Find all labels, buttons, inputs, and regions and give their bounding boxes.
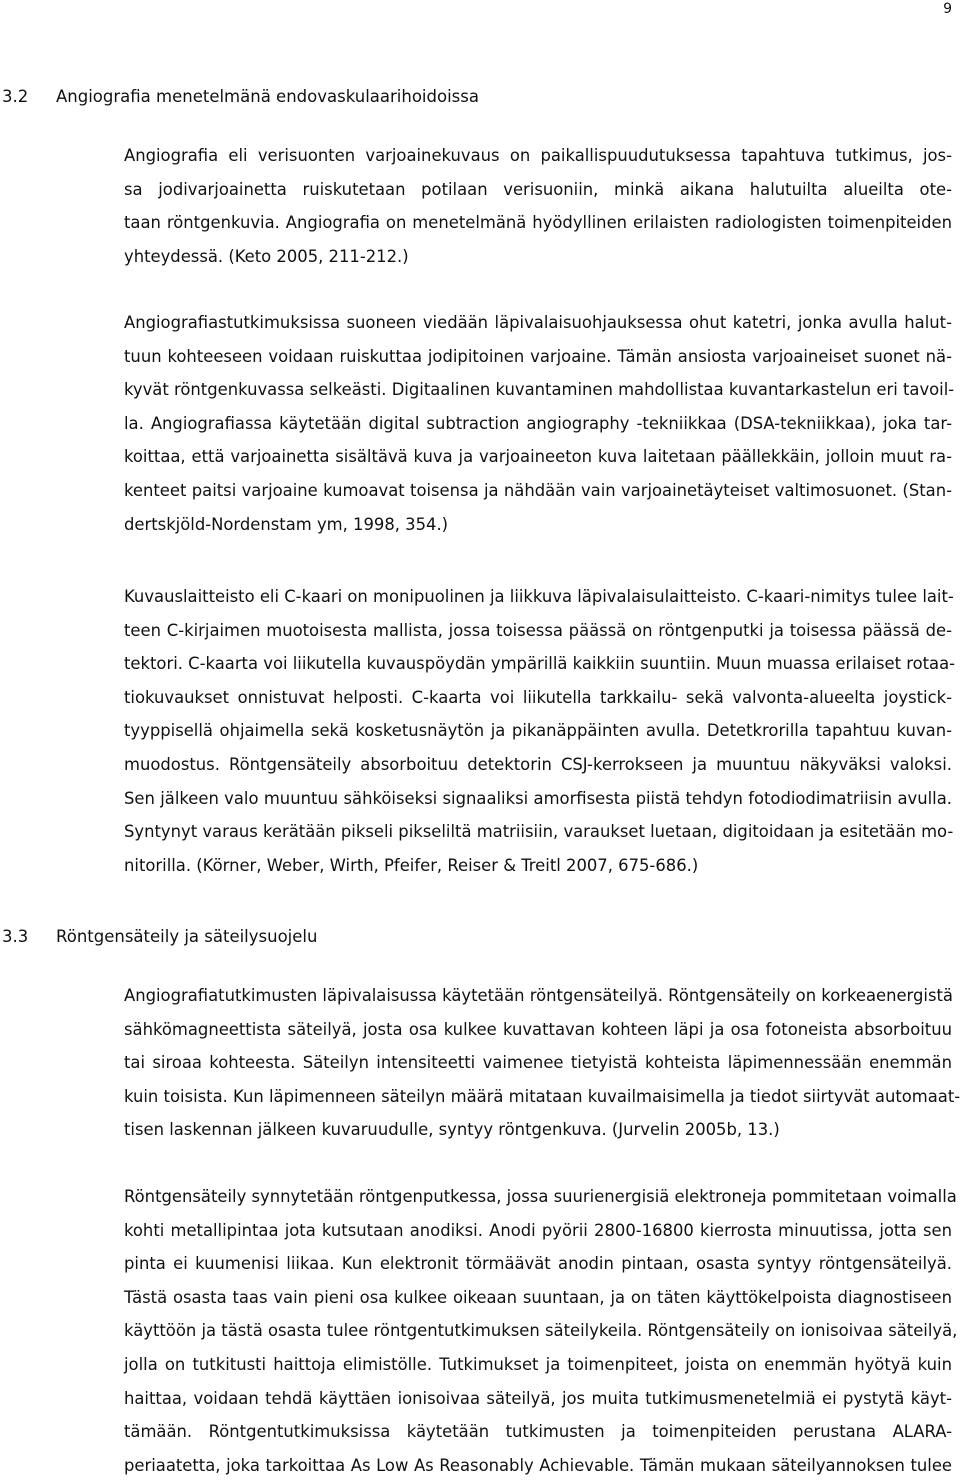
text-line: tai siroaa kohteesta. Säteilyn intensiteetti vaimenee tietyistä kohteista läpimennessään enemmän [124, 1053, 952, 1073]
text-line: tisen laskennan jälkeen kuvaruudulle, syntyy röntgenkuva. (Jurvelin 2005b, 13.) [124, 1120, 780, 1140]
text-line: tektori. C-kaarta voi liikutella kuvauspöydän ympärillä kaikkiin suuntiin. Muun muassa erilaiset rotaa- [124, 654, 956, 674]
text-line: Röntgensäteily synnytetään röntgenputkessa, jossa suurienergisiä elektroneja pommitetaan voimalla [124, 1187, 957, 1206]
text-line: la. Angiografiassa käytetään digital subtraction angiography -tekniikkaa (DSA-tekniikkaa), joka tar- [124, 413, 952, 433]
text-line: tuun kohteeseen voidaan ruiskuttaa jodipitoinen varjoaine. Tämän ansiosta varjoaineiset suonet nä- [124, 346, 952, 366]
text-line: käyttöön ja tästä osasta tulee röntgentutkimuksen säteilykeila. Röntgensäteily on ionisoivaa säteilyä, [124, 1321, 958, 1341]
text-line: Kuvauslaitteisto eli C-kaari on monipuolinen ja liikkuva läpivalaisulaitteisto. C-kaari-nimitys tulee lait- [124, 587, 954, 606]
section-number: 3.3 [2, 927, 29, 946]
paragraph-lapivalaisu [124, 979, 960, 1147]
section-title: Röntgensäteily ja säteilysuojelu [56, 927, 318, 946]
section-number: 3.2 [2, 87, 29, 106]
page-number: 9 [943, 1, 952, 17]
text-line: taan röntgenkuvia. Angiografia on menetelmänä hyödyllinen erilaisten radiologisten toimenpiteiden [124, 213, 952, 233]
text-line: tiokuvaukset onnistuvat helposti. C-kaarta voi liikutella tarkkailu- sekä valvonta-alueelta joystick- [124, 687, 952, 707]
text-line: dertskjöld-Nordenstam ym, 1998, 354.) [124, 514, 449, 534]
text-line: kenteet paitsi varjoaine kumoavat toisensa ja nähdään vain varjoainetäyteiset valtimosuonet. (Stan- [124, 480, 952, 500]
text-line: Angiografia eli verisuonten varjoainekuvaus on paikallispuudutuksessa tapahtuva tutkimus, jos- [124, 146, 952, 165]
text-line: muodostus. Röntgensäteily absorboituu detektorin CSJ-kerrokseen ja muuntuu näkyväksi valoksi. [124, 754, 952, 774]
paragraph-angiografia-definition [124, 139, 952, 273]
text-line: Angiografiatutkimusten läpivalaisussa käytetään röntgensäteilyä. Röntgensäteily on korkeaenergistä [124, 986, 953, 1005]
text-line: sähkömagneettista säteilyä, josta osa kulkee kuvattavan kohteen läpi ja osa fotoneista absorboituu [124, 1019, 952, 1039]
text-line: nitorilla. (Körner, Weber, Wirth, Pfeifer, Reiser & Treitl 2007, 675-686.) [124, 855, 699, 875]
paragraph-rontgenputki [124, 1180, 958, 1482]
text-line: koittaa, että varjoainetta sisältävä kuva ja varjoaineeton kuva laitetaan päällekkäin, jolloin muut ra- [124, 447, 952, 467]
paragraph-c-kaari [124, 580, 956, 882]
text-line: kohti metallipintaa jota kutsutaan anodiksi. Anodi pyörii 2800-16800 kierrosta minuutissa, jotta sen [124, 1220, 952, 1240]
text-line: tyyppisellä ohjaimella sekä kosketusnäytön ja pikanäppäinten avulla. Detetkrorilla tapahtuu kuvan- [124, 721, 952, 741]
text-line: jolla on tutkitusti haittoja elimistölle. Tutkimukset ja toimenpiteet, joista on enemmän hyötyä kuin [124, 1354, 952, 1374]
text-line: Tästä osasta taas vain pieni osa kulkee oikeaan suuntaan, ja on täten käyttökelpoista diagnostiseen [124, 1287, 952, 1307]
text-line: Angiografiastutkimuksissa suoneen viedään läpivalaisuohjauksessa ohut katetri, jonka avulla halut- [124, 313, 952, 332]
text-line: yhteydessä. (Keto 2005, 211-212.) [124, 246, 409, 266]
text-line: teen C-kirjaimen muotoisesta mallista, jossa toisessa päässä on röntgenputki ja toisessa päässä de- [124, 620, 952, 640]
text-line: kuin toisista. Kun läpimenneen säteilyn määrä mitataan kuvailmaisimella ja tiedot siirtyvät automaat- [124, 1086, 960, 1106]
section-title: Angiografia menetelmänä endovaskulaarihoidoissa [56, 87, 479, 106]
text-line: kyvät röntgenkuvassa selkeästi. Digitaalinen kuvantaminen mahdollistaa kuvantarkastelun eri tavoil- [124, 380, 955, 400]
text-line: pinta ei kuumenisi liikaa. Kun elektronit törmäävät anodin pintaan, osasta syntyy röntgensäteilyä. [124, 1254, 952, 1274]
text-line: periaatetta, joka tarkoittaa As Low As Reasonably Achievable. Tämän mukaan säteilyannoksen tulee [124, 1455, 952, 1475]
text-line: haittaa, voidaan tehdä käyttäen ionisoivaa säteilyä, jos muita tutkimusmenetelmiä ei pystytä käyt- [124, 1388, 952, 1408]
paragraph-angiografiastutkimus [124, 306, 955, 541]
text-line: Sen jälkeen valo muuntuu sähköiseksi signaaliksi amorfisesta piistä tehdyn fotodiodimatriisin avulla. [124, 788, 952, 808]
text-line: Syntynyt varaus kerätään pikseli pikseliltä matriisiin, varaukset luetaan, digitoidaan ja esitetään mo- [124, 822, 954, 842]
text-line: sa jodivarjoainetta ruiskutetaan potilaan verisuoniin, minkä aikana halutuilta alueilta ote- [124, 179, 952, 199]
text-line: tämään. Röntgentutkimuksissa käytetään tutkimusten ja toimenpiteiden perustana ALARA- [124, 1422, 952, 1442]
